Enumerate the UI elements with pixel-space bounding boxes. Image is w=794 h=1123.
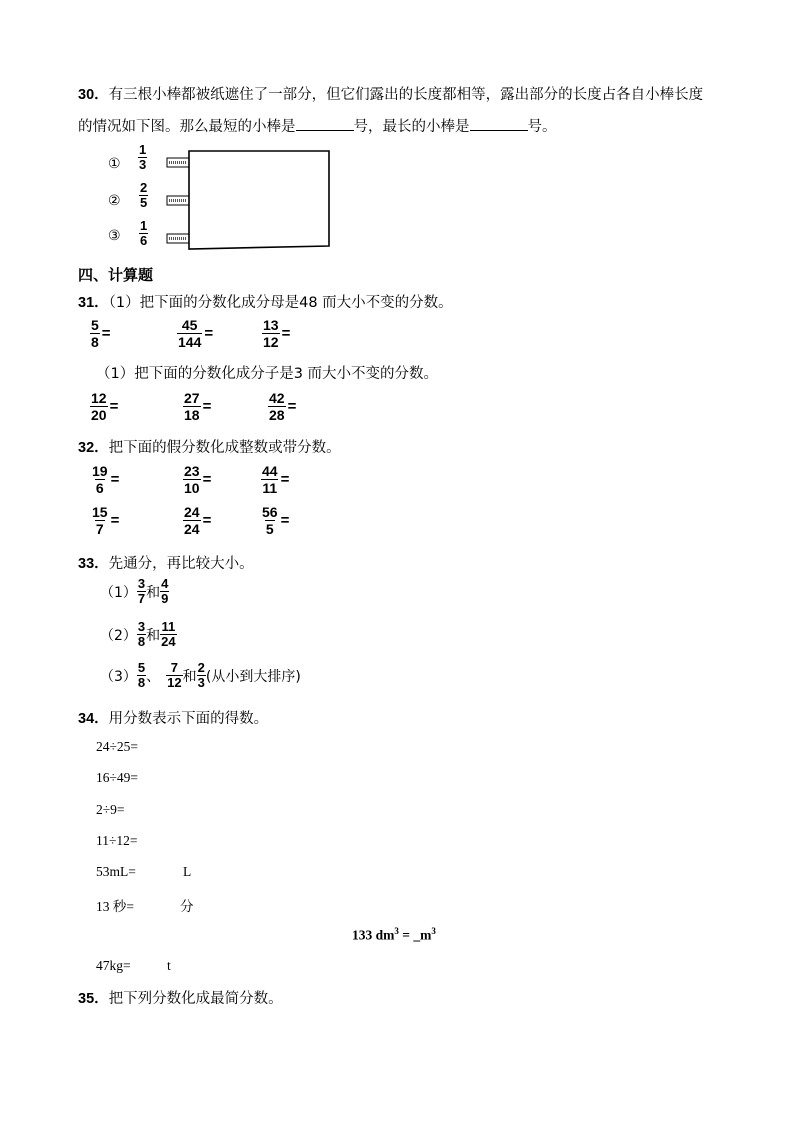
q32-number: 32． <box>78 440 109 456</box>
q35-line <box>78 987 283 1008</box>
q34-line <box>78 707 268 728</box>
q34-item-3: 2÷9= <box>96 802 125 817</box>
q34-volume-equation: 133 $dm^3$ = $\_m^3$ <box>352 926 436 943</box>
stick-label-2: ② <box>108 193 121 209</box>
stick-label-3: ③ <box>108 228 121 244</box>
stick-fraction-1: $\frac{1}{3}$ <box>139 142 147 172</box>
q32-fraction-3: $\frac{44}{11}$ = <box>262 463 290 496</box>
q31-part2-text: （1）把下面的分数化成分子是3 而大小不变的分数。 <box>96 366 439 382</box>
q33-line <box>78 552 254 573</box>
q32-text: 把下面的假分数化成整数或带分数。 <box>108 440 341 456</box>
q34-number: 34． <box>78 711 109 727</box>
q30-line1 <box>78 83 703 104</box>
q30-text-2b: 号，最长的小棒是 <box>353 119 470 135</box>
stick-fraction-3: $\frac{1}{6}$ <box>140 218 148 248</box>
q34-item-2: 16÷49= <box>96 770 139 785</box>
q34-ml-left: 53mL= <box>96 864 136 879</box>
q34-kg-left: 47kg= <box>96 958 131 973</box>
q30-text-2c: 号。 <box>527 119 557 135</box>
q33-part3: （3） $\frac{5}{8}$ 、 $\frac{7}{12}$ 和 $\frac{2}{3}$ (从小到大排序) <box>100 660 301 690</box>
q34-sec-unit: 分 <box>180 899 194 914</box>
q34-kg-unit: t <box>167 958 171 973</box>
q32-line <box>78 436 341 457</box>
stick-fraction-2: $\frac{2}{5}$ <box>140 180 148 210</box>
q32-fraction-2: $\frac{23}{10}$ = <box>184 463 212 496</box>
q32-fraction-6: $\frac{56}{5}$ = <box>262 504 290 537</box>
q34-text: 用分数表示下面的得数。 <box>108 711 269 727</box>
q34-item-4: 11÷12= <box>96 833 138 848</box>
q33-part1: （1） $\frac{3}{7}$ 和 $\frac{4}{9}$ <box>100 576 169 606</box>
q31-fraction-6: $\frac{42}{28}$ = <box>269 390 297 423</box>
stick-figure <box>105 143 335 258</box>
q32-fraction-4: $\frac{15}{7}$ = <box>92 504 120 537</box>
q31-fraction-5: $\frac{27}{18}$ = <box>184 390 212 423</box>
q31-fraction-4: $\frac{12}{20}$ = <box>91 390 119 423</box>
q30-line2 <box>78 115 557 136</box>
q33-text: 先通分，再比较大小。 <box>108 556 254 572</box>
q31-fraction-3: $\frac{13}{12}$ = <box>263 317 291 350</box>
q34-item-1: 24÷25= <box>96 739 139 754</box>
q32-fraction-1: $\frac{19}{6}$ = <box>92 463 120 496</box>
q31-fraction-2: $\frac{45}{144}$ = <box>178 317 214 350</box>
q31-number: 31． <box>78 295 109 311</box>
answer-blank-shortest[interactable] <box>296 116 354 131</box>
q34-ml-unit: L <box>183 864 192 879</box>
stick-label-1: ① <box>108 156 121 172</box>
q30-text-1: 有三根小棒都被纸遮住了一部分，但它们露出的长度都相等，露出部分的长度占各自小棒长度 <box>108 87 704 103</box>
q33-part2: （2） $\frac{3}{8}$ 和 $\frac{11}{24}$ <box>100 619 176 649</box>
q30-text-2a: 的情况如下图。那么最短的小棒是 <box>78 119 296 135</box>
q31-line <box>78 291 453 312</box>
q31-fraction-1: $\frac{5}{8}$ = <box>91 317 111 350</box>
section-heading: 四、计算题 <box>78 266 154 284</box>
q33-number: 33． <box>78 556 109 572</box>
q35-text: 把下列分数化成最简分数。 <box>108 991 283 1007</box>
q30-number: 30． <box>78 87 109 103</box>
q32-fraction-5: $\frac{24}{24}$ = <box>184 504 212 537</box>
q34-sec-left: 13 秒= <box>96 899 134 914</box>
answer-blank-longest[interactable] <box>470 116 528 131</box>
q35-number: 35． <box>78 991 109 1007</box>
q31-part1-text: （1）把下面的分数化成分母是48 而大小不变的分数。 <box>108 295 453 311</box>
